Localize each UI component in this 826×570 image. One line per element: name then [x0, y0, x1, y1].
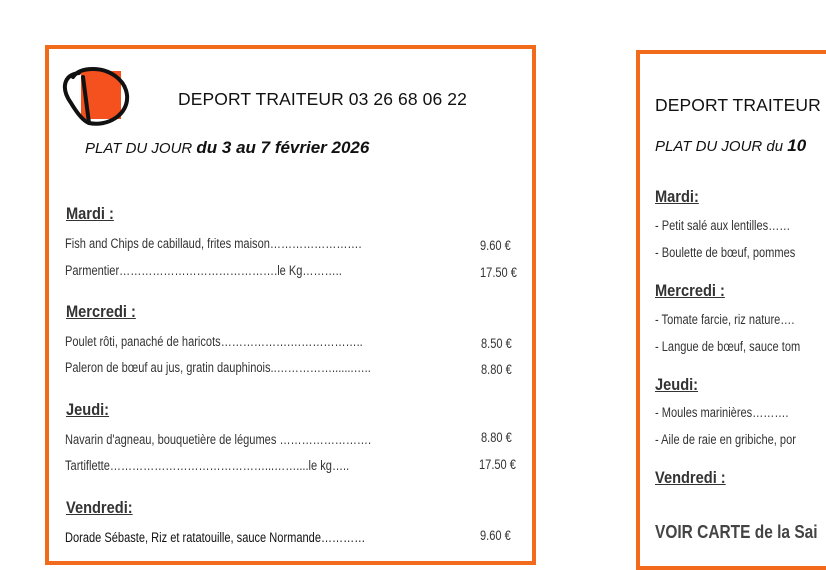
voir-carte-footer: VOIR CARTE de la Sai: [655, 522, 818, 542]
plat-dates: du 3 au 7 février 2026: [196, 138, 370, 157]
menu-item: Tartiflette……………………………………...……....le kg…..: [65, 458, 350, 473]
menu-item-price: 8.80 €: [481, 430, 512, 445]
plat-prefix: PLAT DU JOUR: [85, 140, 193, 157]
plat-du-jour-title: [85, 138, 369, 158]
menu-item-price: 8.50 €: [481, 336, 512, 351]
day-heading-jeudi: Jeudi:: [66, 400, 110, 419]
plat-prefix: PLAT DU JOUR du: [655, 138, 784, 155]
plat-du-jour-title: [655, 136, 806, 156]
menu-item-price: 9.60 €: [480, 528, 511, 543]
menu-item: - Boulette de bœuf, pommes: [655, 245, 796, 260]
company-heading: DEPORT TRAITEUR: [655, 95, 821, 115]
menu-item-price: 17.50 €: [479, 457, 516, 472]
day-heading-vendredi: Vendredi :: [655, 468, 726, 487]
menu-item: - Langue de bœuf, sauce tom: [655, 339, 801, 354]
menu-item: Navarin d'agneau, bouquetière de légumes …………………….: [65, 432, 372, 447]
menu-item-price: 9.60 €: [480, 238, 511, 253]
menu-card-next-week: [636, 50, 826, 570]
day-heading-mercredi: Mercredi :: [655, 281, 725, 300]
deport-logo-icon: [59, 59, 133, 131]
menu-item: - Petit salé aux lentilles……: [655, 218, 791, 233]
menu-item: - Moules marinières……….: [655, 405, 789, 420]
day-heading-jeudi: Jeudi:: [655, 375, 699, 394]
day-heading-mardi: Mardi:: [655, 187, 699, 206]
menu-item: Paleron de bœuf au jus, gratin dauphinois..…………….......…..: [65, 360, 371, 375]
menu-item: Dorade Sébaste, Riz et ratatouille, sauce Normande…………: [65, 530, 366, 545]
day-heading-mardi: Mardi :: [66, 204, 114, 223]
menu-item-price: 8.80 €: [481, 362, 512, 377]
menu-item: - Aile de raie en gribiche, por: [655, 432, 796, 447]
menu-item: - Tomate farcie, riz nature….: [655, 312, 795, 327]
plat-dates: 10: [787, 136, 807, 155]
day-heading-vendredi: Vendredi:: [66, 498, 133, 517]
day-heading-mercredi: Mercredi :: [66, 302, 136, 321]
menu-item: Parmentier…………………………………….le Kg………..: [65, 263, 342, 278]
company-phone-heading: DEPORT TRAITEUR 03 26 68 06 22: [178, 89, 467, 109]
menu-card-current-week: [45, 45, 536, 565]
menu-item-price: 17.50 €: [480, 265, 517, 280]
menu-item: Fish and Chips de cabillaud, frites maison…………………….: [65, 236, 362, 251]
menu-item: Poulet rôti, panaché de haricots……………….………………..: [65, 334, 363, 349]
